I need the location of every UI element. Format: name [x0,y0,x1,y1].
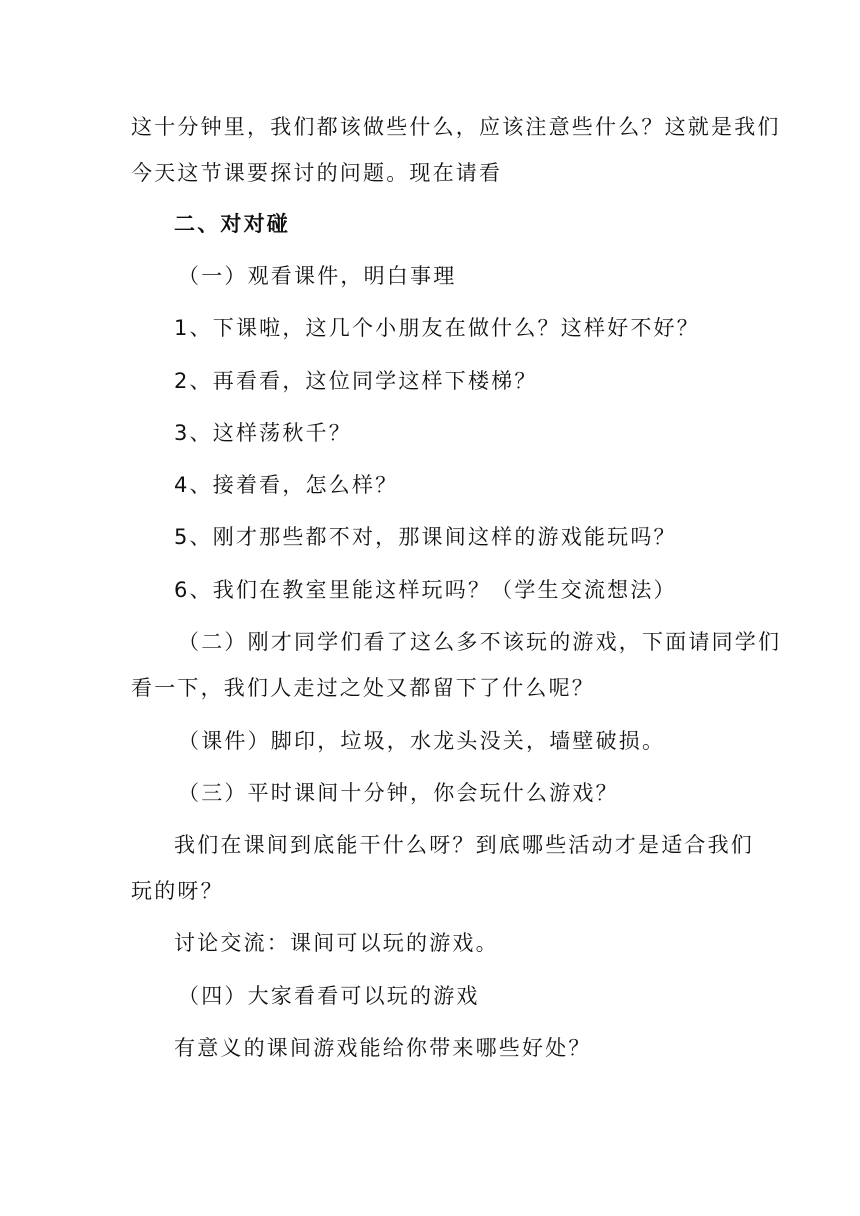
paragraph-line: 我们在课间到底能干什么呀？到底哪些活动才是适合我们 [174,833,754,857]
list-item: 2、再看看，这位同学这样下楼梯？ [174,369,538,393]
discussion-line: 讨论交流：课间可以玩的游戏。 [174,931,499,955]
list-item: 4、接着看，怎么样？ [174,473,399,497]
subsection-heading-3: （三）平时课间十分钟，你会玩什么游戏？ [178,781,619,805]
paragraph-line: 玩的呀？ [131,879,224,903]
courseware-line: （课件）脚印，垃圾，水龙头没关，墙壁破损。 [178,729,666,753]
subsection-heading-1: （一）观看课件，明白事理 [178,264,457,288]
list-item: 5、刚才那些都不对，那课间这样的游戏能玩吗？ [174,525,677,549]
section-heading: 二、对对碰 [174,212,290,236]
list-item: 3、这样荡秋千？ [174,421,352,445]
subsection-heading-2: （二）刚才同学们看了这么多不该玩的游戏，下面请同学们 [178,630,782,654]
paragraph-line: 看一下，我们人走过之处又都留下了什么呢？ [131,676,595,700]
list-item: 6、我们在教室里能这样玩吗？（学生交流想法） [174,578,677,602]
list-item: 1、下课啦，这几个小朋友在做什么？这样好不好？ [174,316,700,340]
subsection-heading-4: （四）大家看看可以玩的游戏 [178,984,480,1008]
paragraph-line: 这十分钟里，我们都该做些什么，应该注意些什么？这就是我们 [131,115,781,139]
final-question: 有意义的课间游戏能给你带来哪些好处？ [174,1036,592,1060]
paragraph-line: 今天这节课要探讨的问题。现在请看 [131,161,503,185]
